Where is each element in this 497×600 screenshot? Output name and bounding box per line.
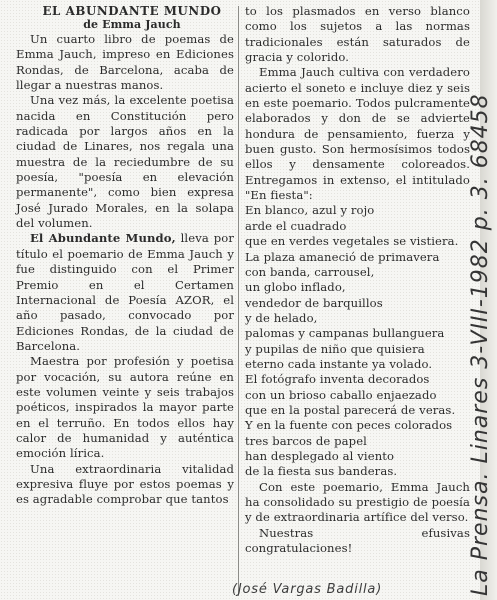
closing-line: Nuestras efusivas congratulaciones! bbox=[245, 525, 470, 556]
paragraph-biography: Una vez más, la excelente poetisa nacida en Constitución pero radicada por largos años en la ciudad de Linares, nos regala una muestra de la reciedumbre de su poesía, "poesía en elevación permanente", como bien expresa José Jurado Morales, en la solapa del volumen. bbox=[16, 93, 234, 231]
paragraph-sonnets: Emma Jauch cultiva con verdadero acierto el soneto e incluye diez y seis en este poemario. Todos pulcramente elaborados y don de se advierte hondura de pensamiento, fuerza y buen gusto. Son hermosísimos todos ellos y densamente coloreados. Entregamos in extenso, el intitulado "En fiesta": bbox=[245, 65, 470, 203]
article-title: EL ABUNDANTE MUNDO bbox=[42, 4, 222, 18]
poem-line: que en la postal parecerá de veras. bbox=[245, 402, 456, 417]
poem-line: con banda, carrousel, bbox=[245, 264, 375, 279]
paragraph-closing: Con este poemario, Emma Jauch ha consolidado su prestigio de poesía y de extraordinaria artífice del verso. bbox=[245, 479, 470, 525]
handwritten-margin-note: La Prensa. Linares 3-VIII-1982 p. 3. 68458 bbox=[468, 93, 493, 596]
poem-line: y de helado, bbox=[245, 310, 318, 325]
poem-en-fiesta bbox=[245, 203, 470, 479]
poem-line: Y en la fuente con peces colorados bbox=[245, 418, 453, 433]
poem-line: En blanco, azul y rojo bbox=[245, 203, 375, 218]
poem-line: La plaza amaneció de primavera bbox=[245, 249, 440, 264]
poem-line: arde el cuadrado bbox=[245, 218, 347, 233]
poem-line: tres barcos de papel bbox=[245, 433, 367, 448]
book-title: El Abundante Mundo, bbox=[30, 231, 176, 246]
poem-line: con un brioso caballo enjaezado bbox=[245, 387, 437, 402]
paragraph-author-profile: Maestra por profesión y poetisa por vocación, su autora reúne en este volumen veinte y seis trabajos poéticos, inspirados la mayor parte en el terruño. En todos ellos hay calor de humanidad y auténtica emoción lírica. bbox=[16, 354, 234, 461]
poem-line: El fotógrafo inventa decorados bbox=[245, 372, 430, 387]
poem-line: eterno cada instante ya volado. bbox=[245, 356, 433, 371]
paragraph-book-award-text: lleva por título el poemario de Emma Jauch y fue distinguido con el Primer Premio en el Certamen Internacional de Poesía AZOR, el año pasado, convocado por Ediciones Rondas, de la ciudad de Barcelona. bbox=[16, 231, 234, 353]
paragraph-continuation: to los plasmados en verso blanco como los sujetos a las normas tradicionales están saturados de gracia y colorido. bbox=[245, 4, 470, 65]
paragraph-vitality: Una extraordinaria vitalidad expresiva fluye por estos poemas y es agradable comprobar que tantos bbox=[16, 461, 234, 507]
poem-line: de la fiesta sus banderas. bbox=[245, 464, 398, 479]
poem-line: un globo inflado, bbox=[245, 280, 346, 295]
paragraph-book-award bbox=[16, 231, 234, 354]
poem-line: palomas y campanas bullanguera bbox=[245, 326, 445, 341]
column-divider bbox=[238, 6, 239, 596]
article-byline: de Emma Jauch bbox=[83, 18, 181, 31]
poem-line: que en verdes vegetales se vistiera. bbox=[245, 234, 459, 249]
poem-line: y pupilas de niño que quisiera bbox=[245, 341, 425, 356]
left-column bbox=[16, 4, 234, 508]
handwritten-signature: (José Vargas Badilla) bbox=[232, 582, 383, 597]
paragraph-intro: Un cuarto libro de poemas de Emma Jauch, impreso en Ediciones Rondas, de Barcelona, acaba de llegar a nuestras manos. bbox=[16, 32, 234, 93]
poem-line: vendedor de barquillos bbox=[245, 295, 383, 310]
poem-line: han desplegado al viento bbox=[245, 448, 395, 463]
right-column bbox=[245, 4, 470, 556]
